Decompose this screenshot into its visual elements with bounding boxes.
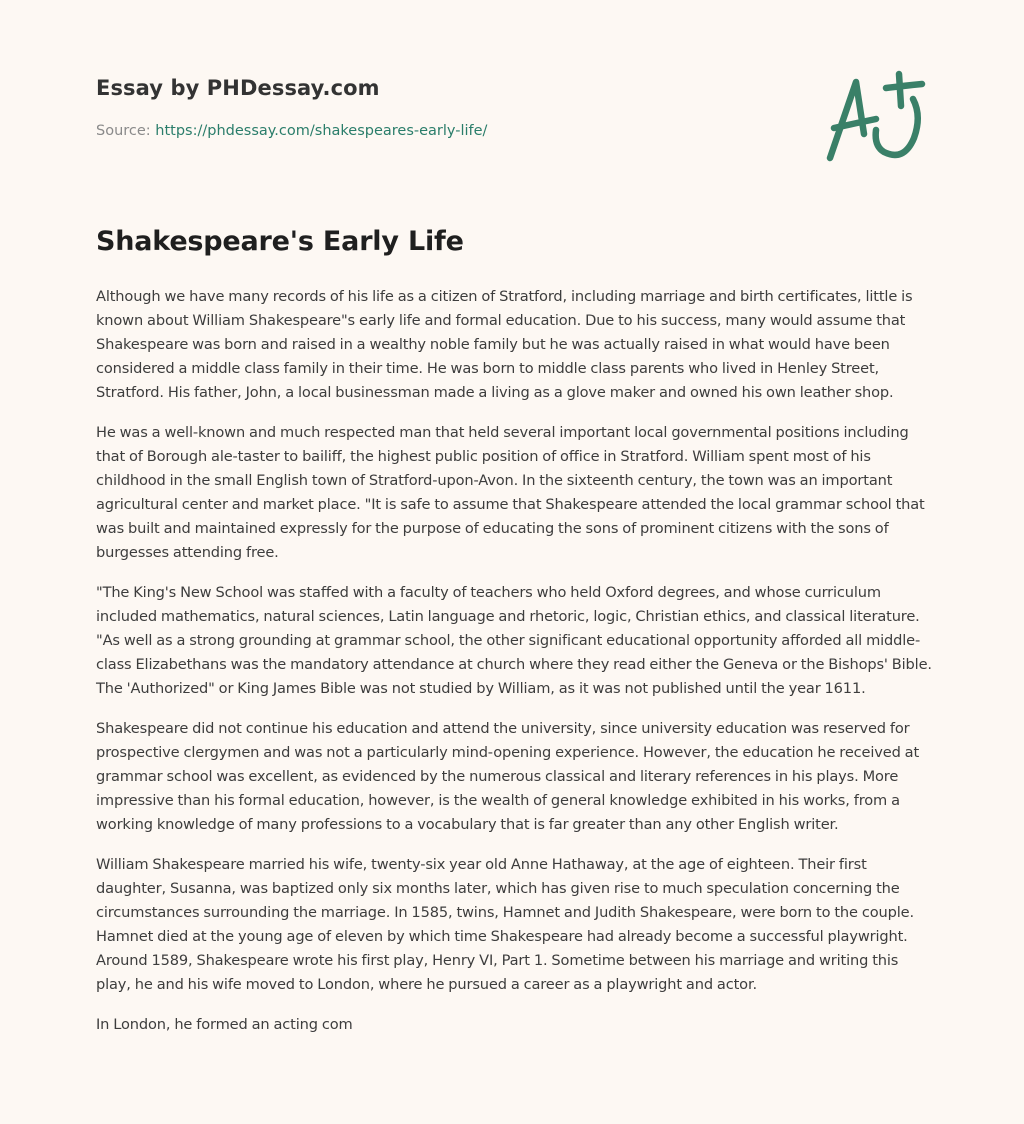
essay-title: Shakespeare's Early Life: [96, 226, 464, 257]
essay-body: [96, 285, 932, 1053]
paragraph: "The King's New School was staffed with a faculty of teachers who held Oxford degrees, and whose curriculum included mathematics, natural sciences, Latin language and rhetoric, logic, Christian ethics, and classical literature. "As well as a strong grounding at grammar school, the other significant educational opportunity afforded all middle-class Elizabethans was the mandatory attendance at church where they read either the Geneva or the Bishops' Bible. The 'Authorized" or King James Bible was not studied by William, as it was not published until the year 1611.: [96, 584, 932, 697]
paragraph: Shakespeare did not continue his education and attend the university, since university education was reserved for prospective clergymen and was not a particularly mind-opening experience. However, the education he received at grammar school was excellent, as evidenced by the numerous classical and literary references in his plays. More impressive than his formal education, however, is the wealth of general knowledge exhibited in his works, from a working knowledge of many professions to a vocabulary that is far greater than any other English writer.: [96, 720, 920, 833]
paragraph: In London, he formed an acting com: [96, 1016, 353, 1033]
source-link[interactable]: https://phdessay.com/shakespeares-early-life/: [155, 123, 488, 139]
paragraph: William Shakespeare married his wife, twenty-six year old Anne Hathaway, at the age of eighteen. Their first daughter, Susanna, was baptized only six months later, which has given rise to much speculation concerning the circumstances surrounding the marriage. In 1585, twins, Hamnet and Judith Shakespeare, were born to the couple. Hamnet died at the young age of eleven by which time Shakespeare had already become a successful playwright. Around 1589, Shakespeare wrote his first play, Henry VI, Part 1. Sometime between his marriage and writing this play, he and his wife moved to London, where he pursued a career as a playwright and actor.: [96, 856, 914, 993]
a-plus-grade-icon: [818, 66, 930, 166]
paragraph: He was a well-known and much respected man that held several important local governmental positions including that of Borough ale-taster to bailiff, the highest public position of office in Stratford. William spent most of his childhood in the small English town of Stratford-upon-Avon. In the sixteenth century, the town was an important agricultural center and market place. "It is safe to assume that Shakespeare attended the local grammar school that was built and maintained expressly for the purpose of educating the sons of prominent citizens with the sons of burgesses attending free.: [96, 424, 925, 561]
source-line: [96, 123, 487, 139]
site-brand: Essay by PHDessay.com: [96, 76, 380, 100]
paragraph: Although we have many records of his life as a citizen of Stratford, including marriage and birth certificates, little is known about William Shakespeare"s early life and formal education. Due to his success, many would assume that Shakespeare was born and raised in a wealthy noble family but he was actually raised in what would have been considered a middle class family in their time. He was born to middle class parents who lived in Henley Street, Stratford. His father, John, a local businessman made a living as a glove maker and owned his own leather shop.: [96, 288, 913, 401]
source-label: Source:: [96, 123, 156, 139]
